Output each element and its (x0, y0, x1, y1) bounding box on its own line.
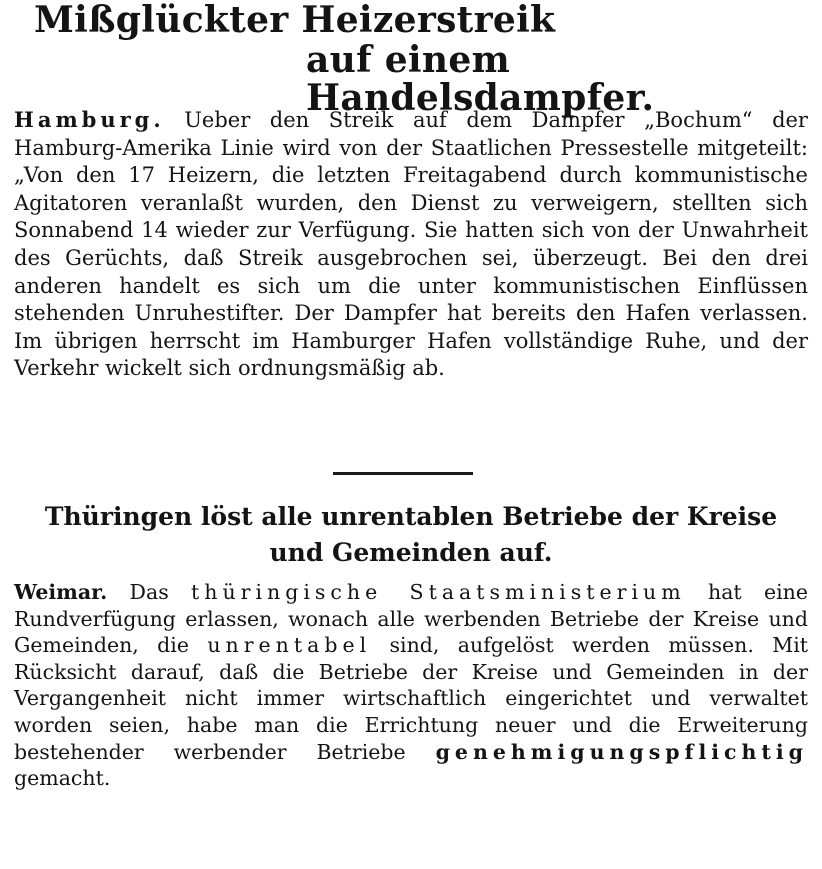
article1-headline-line2: auf einem Handelsdampfer. (306, 38, 655, 119)
article2-body (14, 579, 808, 792)
article2-spaced-phrase1: thüringische Staatsministerium (191, 580, 686, 604)
article2-text-part3: sind, aufgelöst werden müssen. Mit Rücksicht darauf, daß die Betriebe der Kreise und Gemeinden in der Vergangenheit nicht immer wirtschaftlich eingerichtet und verwaltet worden seien, habe man die Errichtung neuer und die Erweiterung bestehender werbender Betriebe (14, 633, 808, 764)
article1-headline (22, 2, 812, 117)
article1-text: Ueber den Streik auf dem Dampfer „Bochum“ der Hamburg-Amerika Linie wird von der Staatlichen Pressestelle mitgeteilt: „Von den 17 Heizern, die letzten Freitagabend durch kommunistische Agitatoren veranlaßt wurden, den Dienst zu verweigern, stellten sich Sonnabend 14 wieder zur Verfügung. Sie hatten sich von der Unwahrheit des Gerüchts, daß Streik ausgebrochen sei, überzeugt. Bei den drei anderen handelt es sich um die unter kommunistischen Einflüssen stehenden Unruhestifter. Der Dampfer hat bereits den Hafen verlassen. Im übrigen herrscht im Hamburger Hafen vollständige Ruhe, und der Verkehr wickelt sich ordnungsmäßig ab. (14, 108, 808, 381)
section-divider (333, 472, 473, 475)
article2-text-part1: Das (129, 580, 169, 604)
article2-headline: Thüringen löst alle unrentablen Betriebe der Kreise und Gemeinden auf. (44, 502, 778, 567)
article1-dateline: Hamburg. (14, 107, 165, 132)
article2-spaced-phrase3: genehmigungspflichtig (435, 739, 808, 764)
article2-text-part2: hat eine Rundverfügung erlassen, wonach alle werbenden Betriebe der Kreise und Gemeinden, die (14, 580, 808, 658)
article1-body (14, 106, 808, 383)
article2-text-part4: gemacht. (14, 766, 111, 791)
article2-dateline: Weimar. (14, 580, 108, 604)
article1-headline-line1: Mißglückter Heizerstreik (34, 0, 556, 41)
article2-spaced-phrase2: unrentabel (207, 633, 372, 658)
